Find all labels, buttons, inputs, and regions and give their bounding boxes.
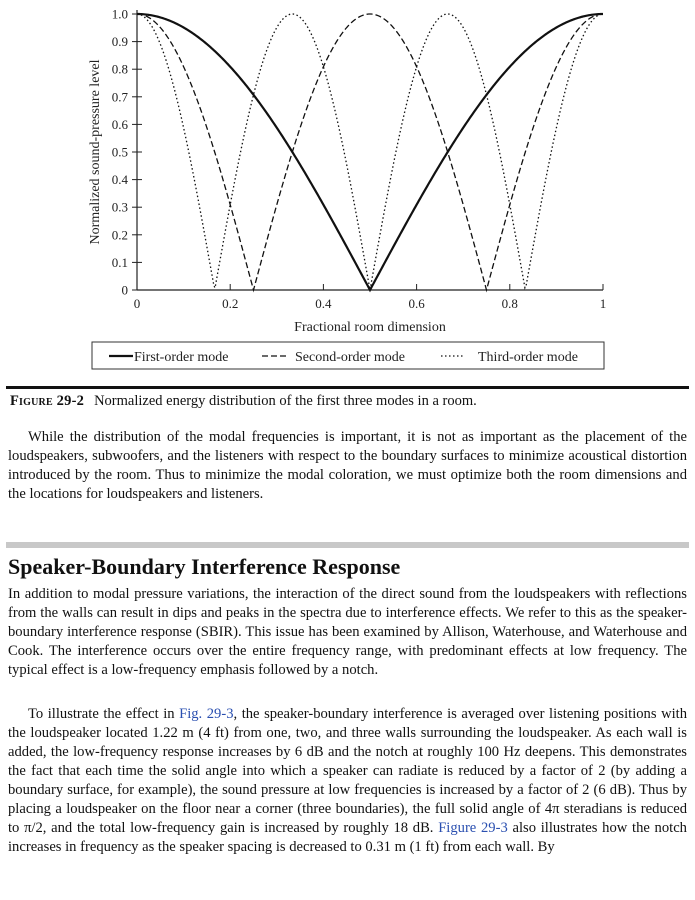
y-tick-label: 0.2 [111,227,128,243]
paragraph2-text-a: To illustrate the effect in [28,706,180,722]
y-tick-label: 0.6 [111,116,128,132]
y-tick-label: 0.1 [111,254,128,270]
body-paragraph-2 [8,705,687,857]
x-axis-label: Fractional room dimension [294,320,446,335]
series-dotted-curve [137,14,603,290]
section-divider [6,542,689,548]
chart-legend [109,350,578,365]
section-heading: Speaker-Boundary Interference Response [8,554,401,579]
caption-number: 29-2 [56,393,85,409]
legend-label: Third-order mode [478,350,578,365]
y-tick-label: 0 [121,282,128,298]
body-paragraph-1: In addition to modal pressure variations, the interaction of the direct sound from the loudspeakers with reflections from the walls can result in dips and peaks in the spectra due to interference effects. We refer to this as the speaker-boundary interference response (SBIR). This issue has been examined by Allison, Waterhouse, and Waterhouse and Cook. The interference occurs over the entire frequency range, with predominant effects at low frequency. The typical effect is a low-frequency emphasis followed by a notch. [8,586,687,678]
caption-text: Normalized energy distribution of the first three modes in a room. [94,393,477,409]
caption-label-word: Figure [10,393,53,409]
mode-distribution-chart [0,0,695,380]
y-tick-label: 0.9 [111,34,128,50]
legend-label: Second-order mode [295,350,406,365]
figure-reference-link[interactable]: Figure 29-3 [438,820,508,836]
y-tick-label: 1.0 [111,6,128,22]
figure-caption [10,392,690,410]
caption-rule [6,386,689,389]
x-tick-label: 0 [133,296,141,311]
x-tick-label: 0.6 [408,296,425,311]
x-tick-label: 1 [599,296,607,311]
intro-paragraph: While the distribution of the modal frequencies is important, it is not as important as the placement of the loudspeakers, subwoofers, and the listeners with respect to the boundary surfaces to minimize acoustical distortion introduced by the room. Thus to minimize the modal coloration, we must optimize both the room dimensions and the locations for loudspeakers and listeners. [8,429,687,502]
x-tick-label: 0.8 [501,296,518,311]
y-tick-label: 0.8 [111,61,128,77]
x-tick-label: 0.4 [315,296,332,311]
y-tick-label: 0.3 [111,199,128,215]
caption-label [10,393,84,409]
figure-29-2 [0,0,695,380]
legend-label: First-order mode [134,350,229,365]
y-axis-label: Normalized sound-pressure level [88,59,103,245]
paragraph2-text-c: also illustrates how the notch increases in frequency as the speaker spacing is decreased to 0.31 m (1 ft) from each wall. By [8,820,687,855]
paragraph2-text-b: , the speaker-boundary interference is averaged over listening positions with the loudspeaker located 1.22 m (4 ft) from one, two, and three walls surrounding the loudspeaker. As each wall is added, the low-frequency response increases by 6 dB and the notch at roughly 100 Hz deepens. This demonstrates the fact that each time the solid angle into which a speaker can radiate is reduced by a factor of 2 (by adding a boundary surface, for example), the sound pressure at low frequencies is increased by a factor of 2 (6 dB). Thus by placing a loudspeaker on the floor near a corner (three boundaries), the full solid angle of 4π steradians is reduced to π/2, and the total low-frequency gain is increased by roughly 18 dB. [8,706,688,836]
figure-reference-link[interactable]: Fig. 29-3 [179,706,234,722]
chart-curves [137,14,603,290]
x-tick-label: 0.2 [222,296,239,311]
y-tick-label: 0.7 [111,89,128,105]
y-tick-label: 0.4 [111,172,128,188]
chart-axes [112,7,607,312]
y-tick-label: 0.5 [111,144,128,160]
